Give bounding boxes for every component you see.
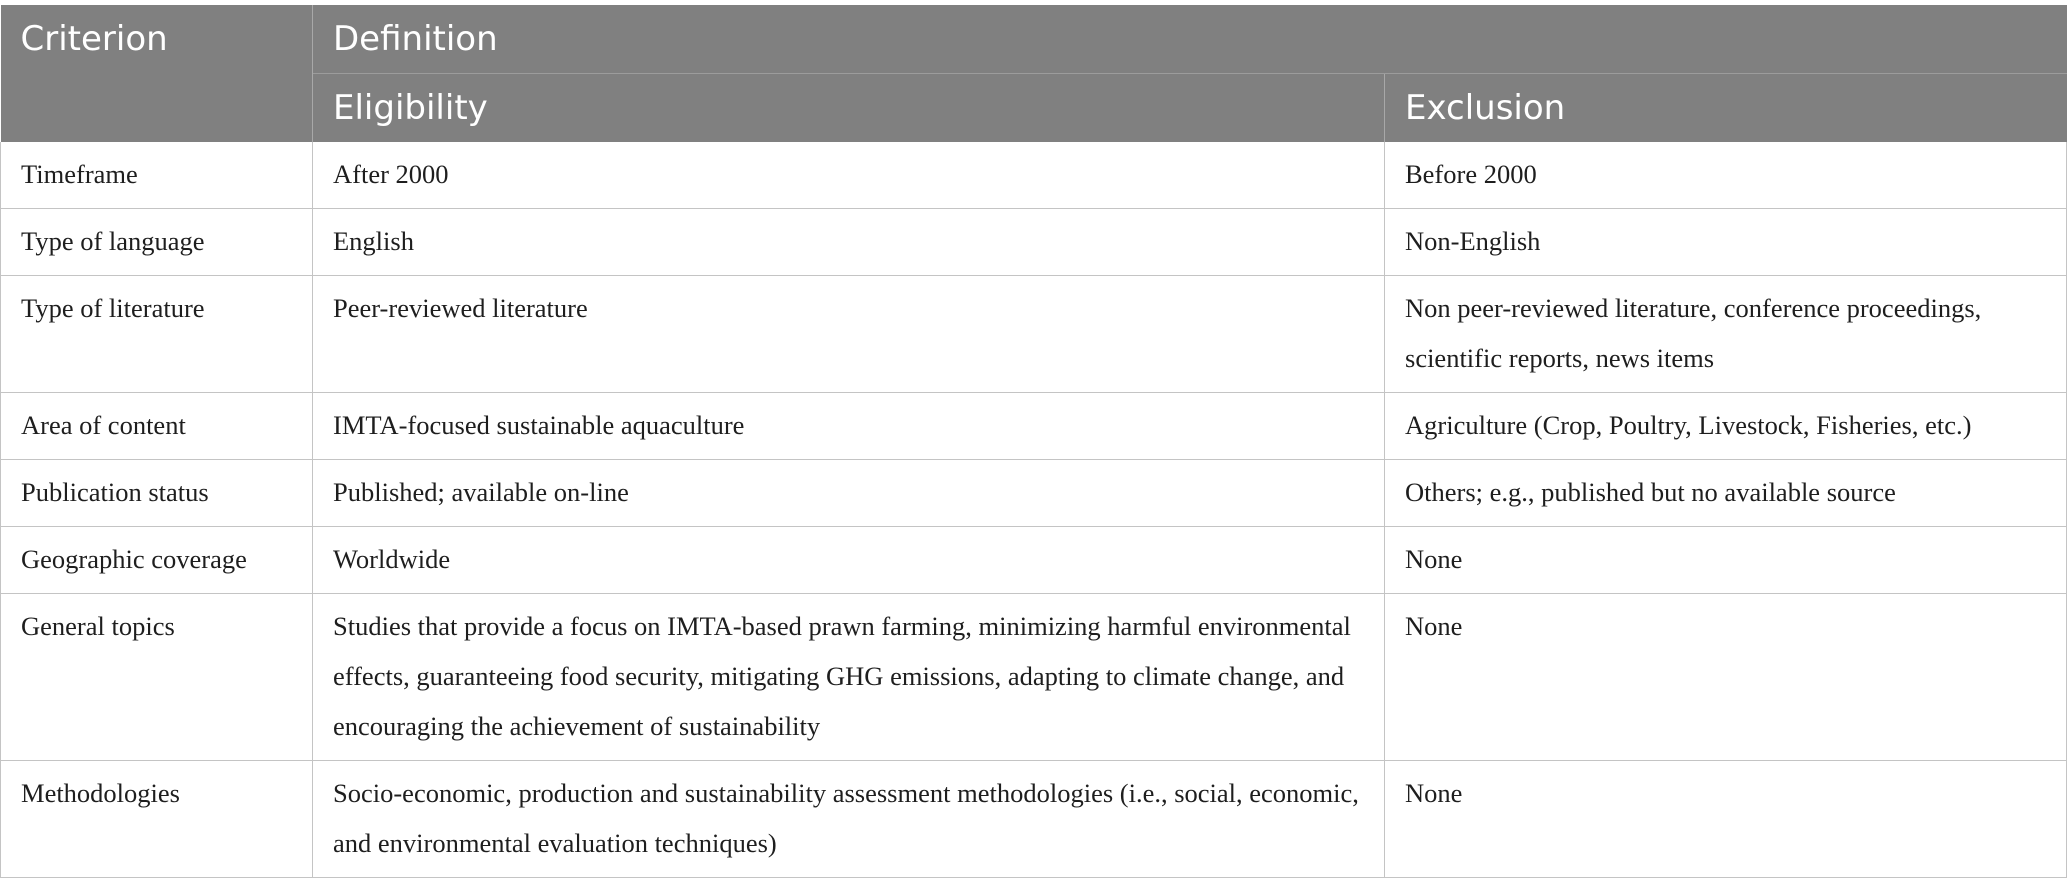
table-row <box>1 460 2067 527</box>
cell-eligibility: After 2000 <box>313 142 1385 209</box>
cell-exclusion: None <box>1385 761 2067 878</box>
cell-eligibility: Worldwide <box>313 527 1385 594</box>
cell-criterion: Methodologies <box>1 761 313 878</box>
cell-exclusion: None <box>1385 594 2067 761</box>
cell-criterion: Timeframe <box>1 142 313 209</box>
cell-criterion: General topics <box>1 594 313 761</box>
cell-criterion: Geographic coverage <box>1 527 313 594</box>
header-definition: Definition <box>313 5 2067 74</box>
cell-eligibility: English <box>313 209 1385 276</box>
header-criterion: Criterion <box>1 5 313 142</box>
table-body <box>1 142 2067 878</box>
cell-eligibility: Published; available on-line <box>313 460 1385 527</box>
table-row <box>1 393 2067 460</box>
cell-exclusion: Before 2000 <box>1385 142 2067 209</box>
criteria-table-container <box>0 5 2066 878</box>
header-eligibility: Eligibility <box>313 74 1385 143</box>
table-row <box>1 209 2067 276</box>
cell-criterion: Publication status <box>1 460 313 527</box>
header-exclusion: Exclusion <box>1385 74 2067 143</box>
table-row <box>1 142 2067 209</box>
cell-criterion: Type of literature <box>1 276 313 393</box>
cell-eligibility: IMTA-focused sustainable aquaculture <box>313 393 1385 460</box>
cell-exclusion: Others; e.g., published but no available source <box>1385 460 2067 527</box>
cell-exclusion: None <box>1385 527 2067 594</box>
criteria-table <box>0 5 2067 878</box>
cell-exclusion: Agriculture (Crop, Poultry, Livestock, Fisheries, etc.) <box>1385 393 2067 460</box>
table-header <box>1 5 2067 142</box>
table-row <box>1 594 2067 761</box>
cell-criterion: Type of language <box>1 209 313 276</box>
cell-eligibility: Peer-reviewed literature <box>313 276 1385 393</box>
cell-exclusion: Non peer-reviewed literature, conference proceedings, scientific reports, news items <box>1385 276 2067 393</box>
table-row <box>1 527 2067 594</box>
cell-criterion: Area of content <box>1 393 313 460</box>
cell-exclusion: Non-English <box>1385 209 2067 276</box>
cell-eligibility: Studies that provide a focus on IMTA-based prawn farming, minimizing harmful environmental effects, guaranteeing food security, mitigating GHG emissions, adapting to climate change, and encouraging the achievement of sustainability <box>313 594 1385 761</box>
cell-eligibility: Socio-economic, production and sustainability assessment methodologies (i.e., social, economic, and environmental evaluation techniques) <box>313 761 1385 878</box>
table-row <box>1 761 2067 878</box>
table-row <box>1 276 2067 393</box>
